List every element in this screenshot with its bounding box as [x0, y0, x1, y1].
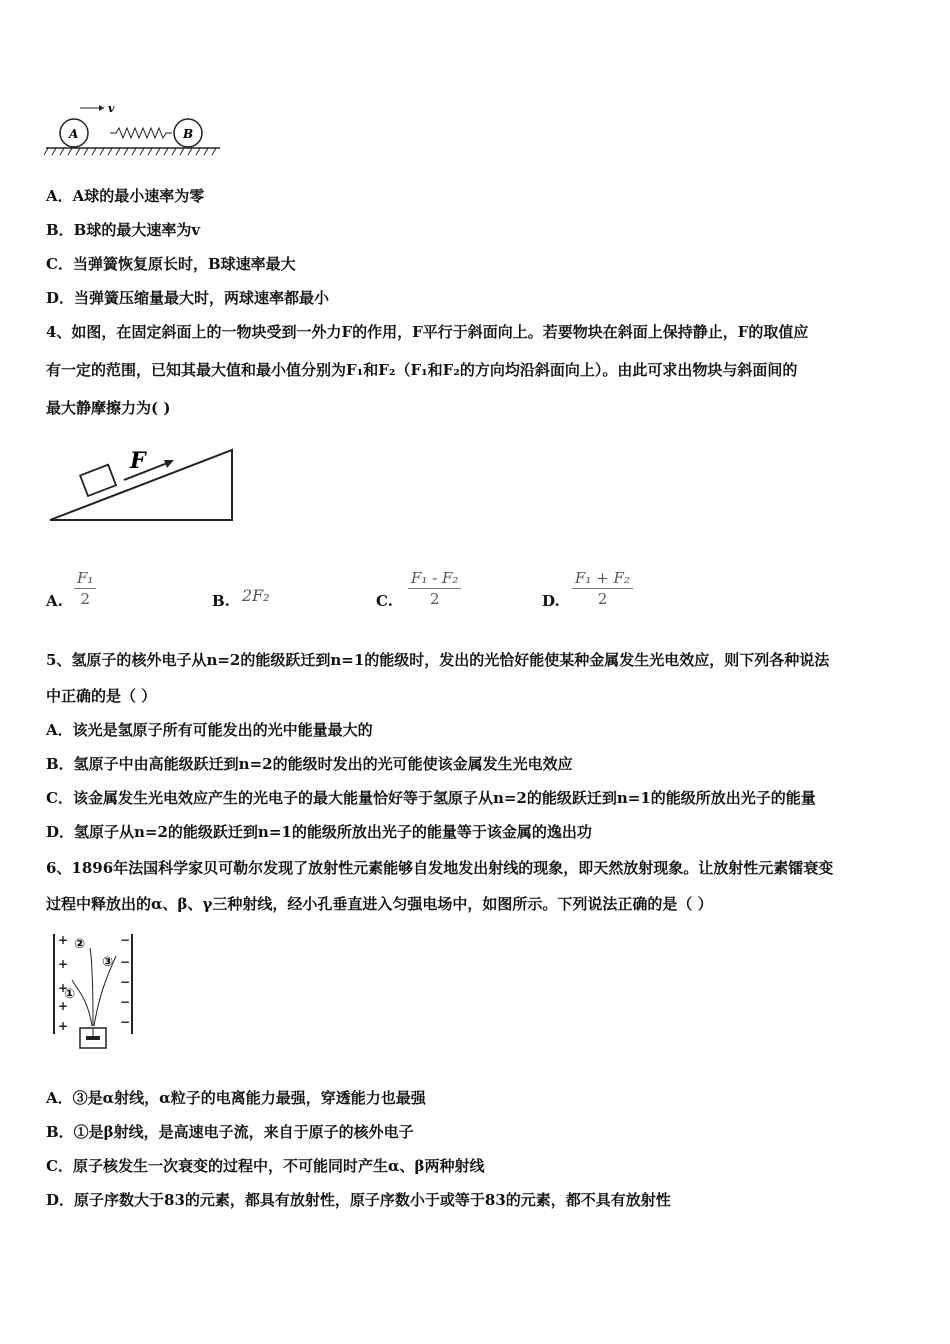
q4-option-b-label: B.: [212, 592, 230, 610]
svg-text:+: +: [58, 981, 69, 995]
q3-option-c: C．当弹簧恢复原长时，B球速率最大: [46, 255, 296, 273]
q4-option-c-label: C.: [376, 592, 393, 610]
q4-option-c-fraction: [408, 568, 461, 609]
svg-text:−: −: [120, 995, 131, 1009]
ball-b-label: B: [183, 127, 194, 141]
two-balls-spring-figure: [44, 100, 224, 160]
svg-text:+: +: [58, 999, 69, 1013]
q5-option-a: A．该光是氢原子所有可能发出的光中能量最大的: [46, 721, 373, 739]
incline-block-figure: [46, 440, 242, 526]
ray-2-label: ②: [74, 937, 86, 952]
svg-text:+: +: [58, 1019, 69, 1033]
q4-option-a-label: A.: [46, 592, 63, 610]
q4-option-d-label: D.: [542, 592, 560, 610]
q4-stem-line3: 最大静摩擦力为( ): [46, 399, 171, 417]
q6-option-d: D．原子序数大于83的元素，都具有放射性，原子序数小于或等于83的元素，都不具有放射性: [46, 1191, 671, 1209]
ray-1-label: ①: [64, 987, 76, 1002]
q3-option-b: B．B球的最大速率为v: [46, 221, 201, 239]
svg-text:−: −: [120, 955, 131, 969]
ray-3-label: ③: [102, 955, 114, 970]
block: [80, 465, 116, 496]
q4-option-a-numerator: F₁: [74, 568, 96, 589]
svg-text:−: −: [120, 1015, 131, 1029]
q4-option-d-fraction: [572, 568, 633, 609]
q5-stem-line1: 5、氢原子的核外电子从n=2的能级跃迁到n=1的能级时，发出的光恰好能使某种金属发生光电效应，则下列各种说法: [46, 651, 830, 669]
force-label: F: [130, 448, 146, 474]
ball-a-label: A: [69, 127, 79, 141]
q6-stem-line1: 6、1896年法国科学家贝可勒尔发现了放射性元素能够自发地发出射线的现象，即天然放射现象。让放射性元素镭衰变: [46, 859, 834, 877]
q6-option-c: C．原子核发生一次衰变的过程中，不可能同时产生α、β两种射线: [46, 1157, 485, 1175]
svg-text:−: −: [120, 933, 131, 947]
q4-stem-line1: 4、如图，在固定斜面上的一物块受到一外力F的作用，F平行于斜面向上。若要物块在斜面上保持静止，F的取值应: [46, 323, 809, 341]
q4-option-a-denominator: 2: [80, 590, 90, 608]
radiation-field-figure: [48, 930, 140, 1052]
q6-option-a: A．③是α射线，α粒子的电离能力最强，穿透能力也最强: [46, 1089, 426, 1107]
q6-stem-line2: 过程中释放出的α、β、γ三种射线，经小孔垂直进入匀强电场中，如图所示。下列说法正确的是（ ）: [46, 895, 713, 913]
q4-stem-line2: 有一定的范围，已知其最大值和最小值分别为F₁和F₂（F₁和F₂的方向均沿斜面向上）。由此可求出物块与斜面间的: [46, 361, 798, 379]
q3-option-a: A．A球的最小速率为零: [46, 187, 205, 205]
svg-text:+: +: [58, 933, 69, 947]
ray-2: [90, 948, 93, 1026]
q4-option-b-value-wrap: [242, 586, 270, 605]
q4-option-a-fraction: [74, 568, 96, 609]
q4-option-d-denominator: 2: [597, 590, 608, 608]
q5-option-c: C．该金属发生光电效应产生的光电子的最大能量恰好等于氢原子从n=2的能级跃迁到n=1的能级所放出光子的能量: [46, 789, 816, 807]
q4-option-b-value: 2F₂: [242, 586, 270, 605]
q5-option-d: D．氢原子从n=2的能级跃迁到n=1的能级所放出光子的能量等于该金属的逸出功: [46, 823, 592, 841]
q4-option-c-numerator: F₁ - F₂: [408, 568, 461, 589]
q6-option-b: B．①是β射线，是高速电子流，来自于原子的核外电子: [46, 1123, 414, 1141]
svg-text:−: −: [120, 975, 131, 989]
q4-option-d-numerator: F₁ + F₂: [572, 568, 633, 589]
q3-option-d: D．当弹簧压缩量最大时，两球速率都最小: [46, 289, 330, 307]
q5-option-b: B．氢原子中由高能级跃迁到n=2的能级时发出的光可能使该金属发生光电效应: [46, 755, 573, 773]
spring: [110, 128, 172, 138]
q4-option-c-denominator: 2: [429, 590, 440, 608]
q5-stem-line2: 中正确的是（ ）: [46, 687, 157, 705]
svg-text:+: +: [58, 957, 69, 971]
velocity-label: v: [108, 102, 115, 115]
